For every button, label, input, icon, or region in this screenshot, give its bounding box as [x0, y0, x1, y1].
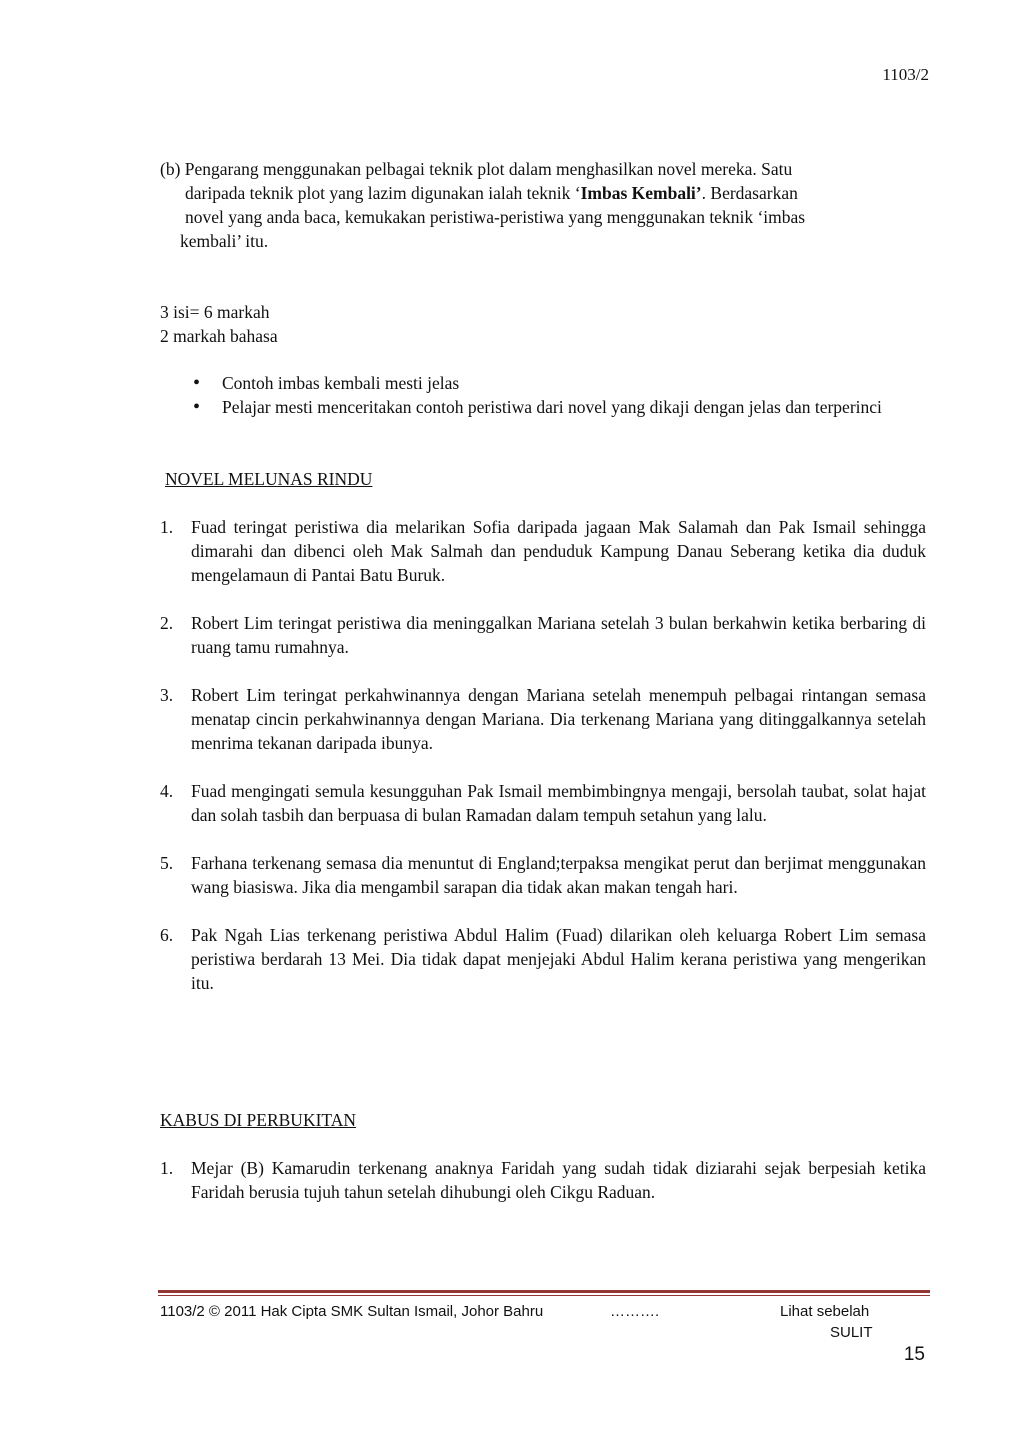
language-marks: 2 markah bahasa — [160, 326, 278, 346]
section-title-melunas-rindu: NOVEL MELUNAS RINDU — [165, 469, 373, 489]
item-text: Fuad teringat peristiwa dia melarikan Sofia daripada jagaan Mak Salamah dan Pak Ismail sehingga dimarahi dan dibenci oleh Mak Salmah dan penduduk Kampung Danau Seberang ketika dia duduk mengelamaun di Pantai Batu Buruk. — [191, 517, 926, 585]
item-text: Fuad mengingati semula kesungguhan Pak Ismail membimbingnya mengaji, bersolah taubat, solat hajat dan solah tasbih dan berpuasa di bulan Ramadan dalam tempuh setahun yang lalu. — [191, 781, 926, 825]
footer-divider-thick — [158, 1290, 930, 1293]
melunas-rindu-list — [160, 515, 926, 1019]
footer-copyright: 1103/2 © 2011 Hak Cipta SMK Sultan Ismail, Johor Bahru — [160, 1303, 544, 1320]
footer-next-page: Lihat sebelah — [780, 1303, 870, 1320]
question-b-line2-end: . Berdasarkan — [701, 183, 798, 203]
item-number: 1. — [160, 1158, 174, 1178]
item-number: 5. — [160, 853, 174, 873]
question-b-line2 — [160, 181, 920, 205]
item-number: 2. — [160, 613, 174, 633]
list-item — [160, 923, 926, 995]
page-number: 15 — [903, 1344, 925, 1365]
item-text: Farhana terkenang semasa dia menuntut di England;terpaksa mengikat perut dan berjimat menggunakan wang biasiswa. Jika dia mengambil sarapan dia tidak akan makan tengah hari. — [191, 853, 926, 897]
question-b-line2-start: daripada teknik plot yang lazim digunakan ialah teknik ‘ — [185, 183, 581, 203]
content-marks: 3 isi= 6 markah — [160, 302, 270, 322]
item-text: Pak Ngah Lias terkenang peristiwa Abdul Halim (Fuad) dilarikan oleh keluarga Robert Lim semasa peristiwa berdarah 13 Mei. Dia tidak dapat menjejaki Abdul Halim kerana peristiwa yang mengerikan itu. — [191, 925, 926, 993]
item-number: 4. — [160, 781, 174, 801]
kabus-di-perbukitan-list — [160, 1156, 926, 1228]
item-text: Robert Lim teringat peristiwa dia meninggalkan Mariana setelah 3 bulan berkahwin ketika berbaring di ruang tamu rumahnya. — [191, 613, 926, 657]
marks-allocation — [160, 300, 278, 348]
list-item — [160, 515, 926, 587]
list-item — [160, 779, 926, 827]
question-b-line4: kembali’ itu. — [180, 231, 269, 251]
item-number: 3. — [160, 685, 174, 705]
footer-classification: SULIT — [830, 1324, 873, 1341]
list-item — [160, 611, 926, 659]
list-item — [160, 683, 926, 755]
guideline-bullets — [190, 371, 958, 419]
imbas-kembali-term: Imbas Kembali’ — [580, 183, 702, 203]
item-number: 6. — [160, 925, 174, 945]
item-number: 1. — [160, 517, 174, 537]
bullet-item: • Contoh imbas kembali mesti jelas — [222, 371, 958, 395]
item-text: Robert Lim teringat perkahwinannya dengan Mariana setelah menempuh pelbagai rintangan semasa menatap cincin perkahwinannya dengan Mariana. Dia terkenang Mariana yang ditinggalkannya setelah menrima tekanan daripada ibunya. — [191, 685, 926, 753]
footer-divider-thin — [158, 1295, 930, 1296]
list-item — [160, 1156, 926, 1204]
question-b-line3: novel yang anda baca, kemukakan peristiwa-peristiwa yang menggunakan teknik ‘imbas — [185, 207, 806, 227]
footer-dots: ………. — [610, 1303, 660, 1320]
bullet-item: • Pelajar mesti menceritakan contoh peristiwa dari novel yang dikaji dengan jelas dan terperinci — [222, 395, 958, 419]
question-b — [160, 157, 920, 253]
list-item — [160, 851, 926, 899]
item-text: Mejar (B) Kamarudin terkenang anaknya Faridah yang sudah tidak diziarahi sejak berpesiah ketika Faridah berusia tujuh tahun setelah dihubungi oleh Cikgu Raduan. — [191, 1158, 926, 1202]
question-b-line1: (b) Pengarang menggunakan pelbagai teknik plot dalam menghasilkan novel mereka. Satu — [160, 159, 793, 179]
header-code: 1103/2 — [882, 65, 929, 84]
section-title-kabus-di-perbukitan: KABUS DI PERBUKITAN — [160, 1110, 356, 1130]
